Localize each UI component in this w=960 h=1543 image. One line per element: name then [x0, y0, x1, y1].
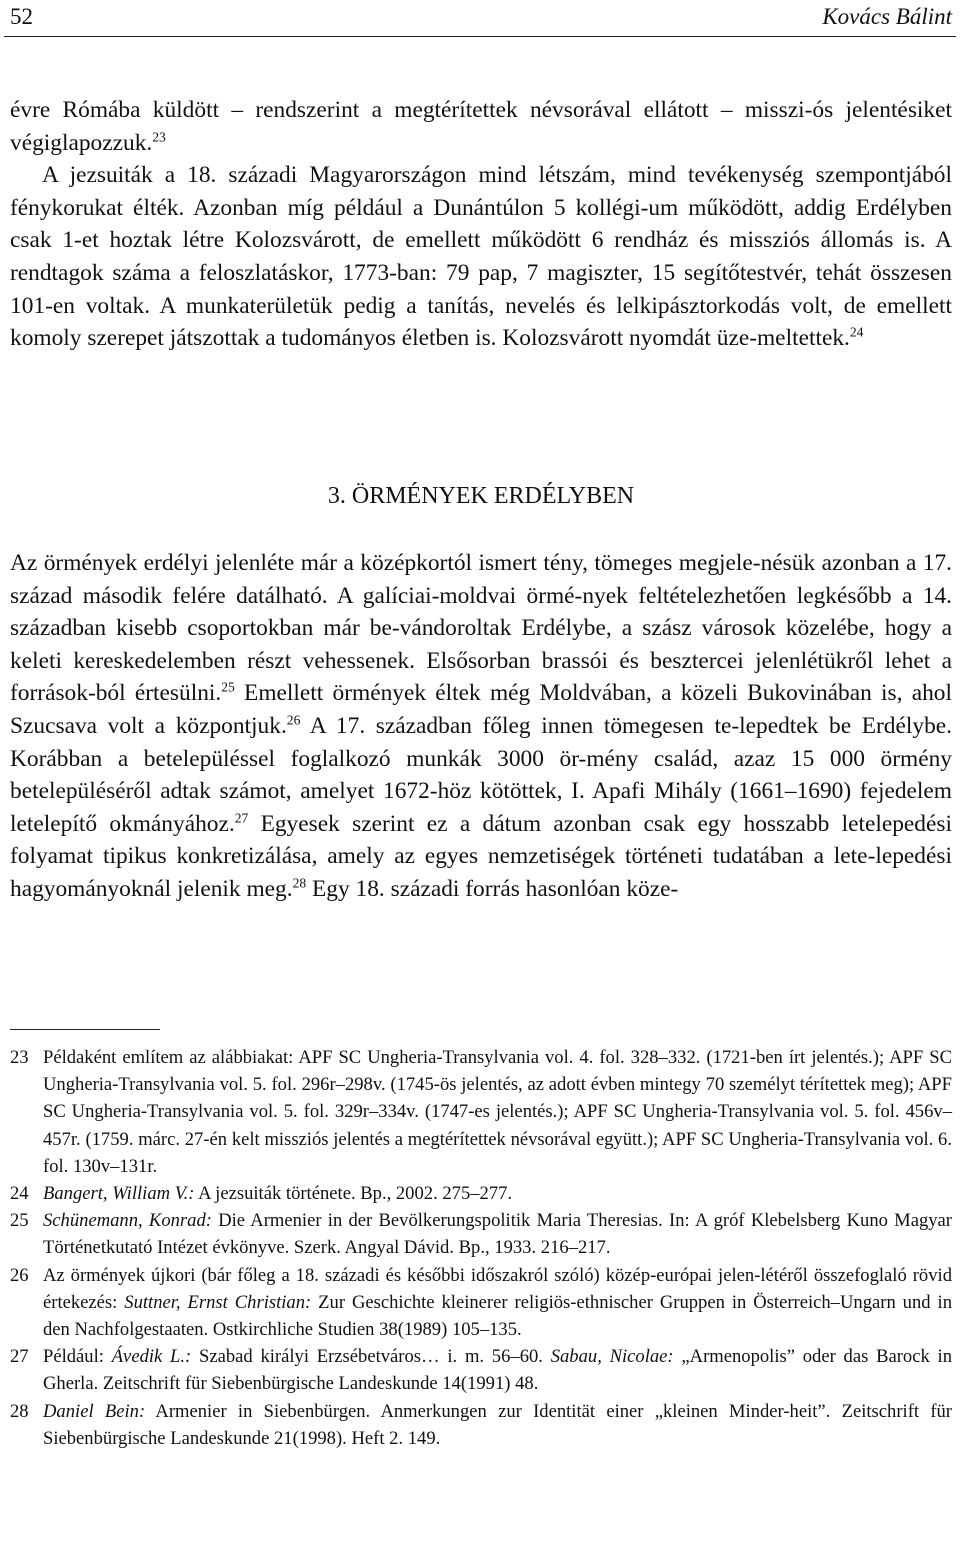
footnote-ref: 27 [234, 810, 249, 826]
footnote-number: 24 [10, 1183, 29, 1205]
paragraph: évre Rómába küldött – rendszerint a megtérítettek névsorával ellátott – misszi-ós jelentésiket végiglapozzuk.$^{23}$ [10, 97, 952, 156]
footnote-ref: 24 [849, 324, 864, 340]
main-text-intro [10, 94, 952, 355]
footnote-ref: 23 [152, 129, 166, 145]
section-heading: 3. ÖRMÉNYEK ERDÉLYBEN [327, 483, 635, 509]
footnote-number: 27 [10, 1346, 29, 1368]
author-name: Daniel Bein: [43, 1400, 146, 1422]
footnote-text: Például: Ávedik L.: Szabad királyi Erzsébetváros… i. m. 56–60. Sabau, Nicolae: „Armenopolis” oder das Barock in Gherla. Zeitschrift für Siebenbürgische Landeskunde 14(1991) 48. [43, 1346, 952, 1395]
footnote-text: Példaként említem az alábbiakat: APF SC Ungheria-Transylvania vol. 4. fol. 328–332. (1721-ben írt jelentés.); APF SC Ungheria-Transylvania vol. 5. fol. 296r–298v. (1745-ös jelentés, az adott évben mintegy 70 személyt térítettek meg); APF SC Ungheria-Transylvania vol. 5. fol. 329r–334v. (1747-es jelentés.); APF SC Ungheria-Transylvania vol. 5. fol. 456v–457r. (1759. márc. 27-én kelt missziós jelentés a megtérítettek névsorával együtt.); APF SC Ungheria-Transylvania vol. 6. fol. 130v–131r. [43, 1047, 952, 1177]
footnote-number: 26 [10, 1264, 29, 1286]
footnote-number: 25 [10, 1210, 29, 1232]
footnote-rule [10, 1029, 160, 1030]
footnote-text: Az örmények újkori (bár főleg a 18. századi és későbbi időszakról szóló) közép-európai jelen-létéről összefoglaló rövid értekezés: Suttner, Ernst Christian: Zur Geschichte kleinerer religiös-ethnischer Gruppen in Österreich–Ungarn und in den Nachfolgestaaten. Ostkirchliche Studien 38(1989) 105–135. [43, 1264, 952, 1341]
running-title: Kovács Bálint [822, 4, 952, 29]
footnote-text: Daniel Bein: Armenier in Siebenbürgen. Anmerkungen zur Identität einer „kleinen Minder-heit”. Zeitschrift für Siebenbürgische Landeskunde 21(1998). Heft 2. 149. [43, 1400, 952, 1449]
footnote-25 [10, 1207, 952, 1261]
footnote-ref: 26 [286, 712, 301, 728]
footnote-ref: 28 [292, 875, 307, 891]
footnote-27 [10, 1343, 952, 1397]
author-name: Bangert, William V.: [43, 1183, 195, 1205]
footnote-28 [10, 1398, 952, 1452]
main-text-section [10, 547, 952, 906]
paragraph: A jezsuiták a 18. századi Magyarországon mind létszám, mind tevékenység szempontjából fénykorukat élték. Azonban míg például a Dunántúlon 5 kollégi-um működött, addig Erdélyben csak 1-et hoztak létre Kolozsvárott, de emellett működött 6 rendház és missziós állomás is. A rendtagok száma a feloszlatáskor, 1773-ban: 79 pap, 7 magiszter, 15 segítőtestvér, tehát összesen 101-en voltak. A munkaterületük pedig a tanítás, nevelés és lelkipásztorkodás volt, de emellett komoly szerepet játszottak a tudományos életben is. Kolozsvárott nyomdát üze-meltettek.$^{24}$ [10, 162, 952, 352]
footnote-23 [10, 1044, 952, 1180]
footnotes [10, 1044, 952, 1452]
footnote-text: Bangert, William V.: A jezsuiták története. Bp., 2002. 275–277. [43, 1183, 513, 1205]
page-header [10, 2, 952, 32]
footnote-24 [10, 1180, 952, 1207]
author-name: Schünemann, Konrad: [43, 1210, 212, 1232]
footnote-ref: 25 [221, 679, 235, 695]
author-name: Suttner, Ernst Christian: [124, 1291, 312, 1313]
footnote-number: 23 [10, 1047, 29, 1068]
footnote-number: 28 [10, 1400, 29, 1422]
footnote-26 [10, 1262, 952, 1344]
author-name: Sabau, Nicolae: [550, 1346, 674, 1368]
author-name: Ávedik L.: [111, 1346, 192, 1368]
paragraph: Az örmények erdélyi jelenléte már a középkortól ismert tény, tömeges megjele-nésük azonban a 17. század második felére datálható. A galíciai-moldvai örmé-nyek feltételezhetően legkésőbb a 14. században kisebb csoportokban már be-vándoroltak Erdélybe, a szász városok közelébe, hogy a keleti kereskedelemben részt vehessenek. Elsősorban brassói és besztercei jelenlétükről lehet a források-ból értesülni.$^{25}$ Emellett örmények éltek még Moldvában, a közeli Bukovinában is, ahol Szucsava volt a központjuk.$^{26}$ A 17. században főleg innen tömegesen te-lepedtek be Erdélybe. Korábban a betelepüléssel foglalkozó munkák 3000 ör-mény család, azaz 15 000 örmény betelepüléséről adtak számot, amelyet 1672-höz kötöttek, I. Apafi Mihály (1661–1690) fejedelem letelepítő okmányához.$^{27}$ Egyesek szerint ez a dátum azonban csak egy hosszabb letelepedési folyamat tipikus konkretizálása, amely az egyes nemzetiségek történeti tudatában a lete-lepedési hagyományoknál jelenik meg.$^{28}$ Egy 18. századi forrás hasonlóan köze- [10, 550, 953, 902]
page-number: 52 [10, 4, 33, 29]
header-rule [4, 36, 956, 37]
footnote-text: Schünemann, Konrad: Die Armenier in der Bevölkerungspolitik Maria Theresias. In: A gróf Klebelsberg Kuno Magyar Történetkutató Intézet évkönyve. Szerk. Angyal Dávid. Bp., 1933. 216–217. [43, 1210, 952, 1259]
